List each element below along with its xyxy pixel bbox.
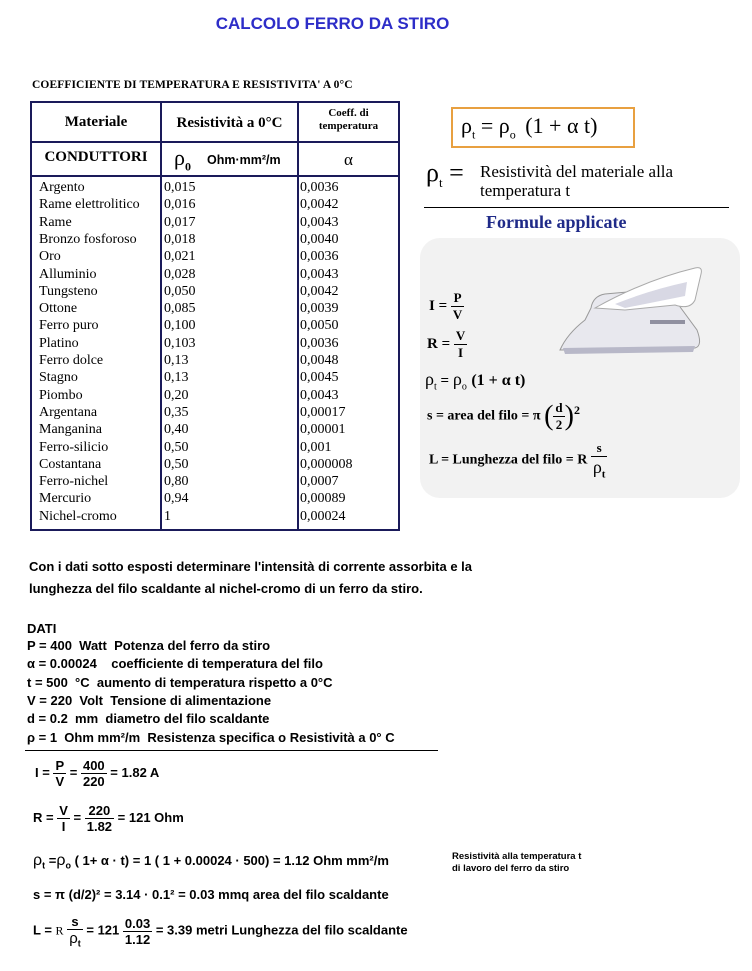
fraction (591, 440, 608, 481)
t-subscript: t (438, 175, 443, 191)
coefficient-cell: 0,0043 (300, 387, 339, 403)
rho-symbol: ρ (592, 457, 602, 477)
header-material: Materiale (64, 114, 128, 130)
fraction (553, 400, 564, 433)
formula-resistance (427, 328, 467, 361)
t-subscript: t (77, 938, 81, 949)
table-row (32, 231, 398, 248)
table-row (32, 490, 398, 507)
header-resistivity: Resistività a 0°C (176, 115, 283, 131)
equals-sign: = 121 (86, 922, 120, 938)
numerator: P (55, 758, 65, 773)
resistivity-table (30, 101, 400, 531)
table-divider (32, 141, 398, 143)
resistivity-cell: 0,017 (164, 214, 196, 230)
dati-line: t = 500 °C aumento di temperatura rispetto a 0°C (27, 674, 333, 690)
definition-line1: Resistività del materiale alla (480, 162, 674, 181)
rho-symbol: ρ (69, 930, 78, 947)
formula-resistivity: $\rho_t = \rho_o$ (1 + α t) (425, 369, 526, 393)
formula-rest: (1 + α t) (525, 113, 598, 138)
table-row (32, 404, 398, 421)
resistivity-cell: 0,085 (164, 301, 196, 317)
header-coefficient (299, 107, 398, 133)
table-row (32, 439, 398, 456)
r-symbol: R (55, 923, 64, 938)
calc-resistance (33, 803, 184, 834)
resistivity-cell: 0,103 (164, 335, 196, 351)
header-coefficient-line1: Coeff. di (328, 107, 369, 119)
denominator (67, 930, 83, 949)
definition-symbol (426, 158, 464, 191)
material-cell: Oro (39, 249, 61, 265)
rho-subscript: 0 (184, 159, 191, 174)
dati-line: d = 0.2 mm diametro del filo scaldante (27, 711, 270, 727)
o-subscript: o (65, 860, 71, 871)
numerator: 220 (85, 803, 114, 819)
iron-icon (555, 260, 705, 360)
definition-line2: temperatura t (480, 181, 571, 200)
rho-symbol: ρ (461, 113, 472, 138)
table-row (32, 421, 398, 438)
header-coefficient-line2: temperatura (318, 120, 379, 132)
numerator: s (67, 914, 83, 930)
numerator: V (59, 803, 68, 818)
fraction (123, 916, 152, 947)
calc-length (33, 914, 408, 949)
material-cell: Platino (39, 335, 79, 351)
rho-symbol: ρ (425, 369, 434, 389)
denominator: 2 (555, 417, 563, 432)
resistivity-cell: 0,80 (164, 474, 189, 490)
calc-area: s = π (d/2)² = 3.14 · 0.1² = 0.03 mmq area del filo scaldante (33, 887, 389, 902)
coefficient-cell: 0,0036 (300, 335, 339, 351)
dati-line: α = 0.00024 coefficiente di temperatura del filo (27, 656, 323, 672)
dati-divider (25, 750, 438, 751)
iron-image (555, 260, 705, 360)
fraction (454, 328, 467, 361)
t-subscript: t (42, 860, 46, 871)
dati-line: V = 220 Volt Tensione di alimentazione (27, 692, 272, 708)
numerator: d (555, 400, 563, 415)
calc-result: ( 1+ α · t) = 1 ( 1 + 0.00024 · 500) = 1.12 Ohm mm²/m (74, 853, 389, 868)
coefficient-cell: 0,0039 (300, 301, 339, 317)
fraction (67, 914, 83, 949)
table-row (32, 248, 398, 265)
intro-line1: Con i dati sotto esposti determinare l'intensità di corrente assorbita e la (29, 559, 473, 574)
fraction (81, 758, 107, 789)
coefficient-cell: 0,0042 (300, 283, 339, 299)
material-cell: Manganina (39, 422, 102, 438)
fraction (53, 758, 66, 789)
material-cell: Rame (39, 214, 72, 230)
formula-lhs: L = Lunghezza del filo = R (429, 452, 588, 468)
coefficient-cell: 0,0050 (300, 318, 339, 334)
material-cell: Ferro-silicio (39, 439, 109, 455)
material-cell: Argentana (39, 404, 98, 420)
coefficient-cell: 0,001 (300, 439, 332, 455)
resistivity-cell: 0,40 (164, 422, 189, 438)
material-cell: Ottone (39, 301, 78, 317)
numerator: 0.03 (124, 915, 151, 931)
formula-lhs: I = (429, 297, 448, 314)
resistivity-cell: 0,100 (164, 318, 196, 334)
group-label: CONDUTTORI (44, 149, 148, 165)
material-cell: Bronzo fosforoso (39, 231, 137, 247)
rho-symbol: ρ (174, 145, 185, 170)
coefficient-cell: 0,00024 (300, 508, 346, 524)
resistivity-cell: 0,018 (164, 231, 196, 247)
material-cell: Ferro dolce (39, 353, 104, 368)
material-cell: Mercurio (39, 491, 92, 507)
alpha-symbol: α (344, 150, 353, 169)
formula-lhs: s = area del filo = π (427, 408, 541, 424)
intro-text (29, 556, 472, 600)
formule-heading: Formule applicate (486, 212, 627, 232)
main-formula (461, 113, 597, 142)
page-title: CALCOLO FERRO DA STIRO (215, 14, 450, 33)
numerator: 400 (82, 758, 105, 773)
table-row (32, 196, 398, 213)
numerator: P (451, 290, 464, 307)
rho-symbol: ρ (33, 852, 43, 869)
equals-sign: = (449, 158, 464, 187)
o-subscript: o (461, 381, 467, 393)
coefficient-cell: 0,00001 (300, 422, 346, 438)
formula-length (429, 440, 607, 481)
coefficient-cell: 0,0048 (300, 353, 339, 368)
calc-result: = 1.82 A (110, 764, 160, 780)
formula-box (451, 107, 635, 148)
coefficient-cell: 0,0042 (300, 197, 339, 213)
coefficient-cell: 0,000008 (300, 456, 353, 472)
table-row (32, 387, 398, 404)
calc-lhs: L = (33, 922, 52, 938)
calc-resistivity: $\rho_t =\rho_o$ ( 1+ α · t) = 1 ( 1 + 0.00024 · 500) = 1.12 Ohm mm²/m (33, 852, 389, 871)
note-line1: Resistività alla temperatura t (452, 851, 582, 862)
table-row (32, 456, 398, 473)
dati-line: P = 400 Watt Potenza del ferro da stiro (27, 638, 271, 653)
material-cell: Ferro-nichel (39, 474, 109, 490)
resistivity-cell: 0,20 (164, 387, 189, 403)
denominator: I (458, 345, 464, 360)
coefficient-cell: 0,00017 (300, 404, 346, 420)
t-subscript: t (601, 468, 606, 481)
rho-symbol: ρ (56, 852, 66, 869)
formula-current (429, 290, 464, 323)
definition-text (480, 162, 673, 200)
calc-lhs: R = (33, 809, 54, 825)
material-cell: Ferro puro (39, 318, 99, 334)
denominator: I (61, 819, 66, 834)
open-paren: ( (544, 400, 554, 432)
denominator: 1.82 (86, 819, 113, 834)
exponent: 2 (573, 403, 580, 418)
material-cell: Piombo (39, 387, 83, 403)
table-row (32, 300, 398, 317)
table-row (32, 179, 398, 196)
numerator: V (455, 328, 466, 343)
coefficient-cell: 0,0043 (300, 214, 339, 230)
coefficient-cell: 0,0036 (300, 180, 339, 195)
denominator: 1.12 (124, 931, 151, 947)
denominator (591, 457, 608, 481)
table-row (32, 283, 398, 300)
formula-area (427, 400, 580, 433)
coefficient-cell: 0,0045 (300, 370, 339, 386)
rho-symbol: ρ (498, 113, 510, 138)
resistivity-cell: 0,35 (164, 404, 189, 420)
table-row (32, 352, 398, 369)
divider-line (424, 207, 729, 208)
note-line2: di lavoro del ferro da stiro (452, 863, 570, 874)
intro-line2: lunghezza del filo scaldante al nichel-cromo di un ferro da stiro. (29, 581, 423, 596)
coefficient-cell: 0,0043 (300, 266, 339, 282)
rho-symbol: ρ (452, 369, 462, 389)
equals-sign: = (73, 809, 82, 825)
table-row (32, 266, 398, 283)
calc-result: = 3.39 metri Lunghezza del filo scaldante (155, 922, 408, 938)
calc-current (35, 758, 159, 789)
o-subscript: o (509, 127, 516, 142)
table-row (32, 369, 398, 386)
material-cell: Rame elettrolitico (39, 197, 140, 213)
resistivity-cell: 0,13 (164, 353, 189, 368)
denominator: 220 (82, 774, 105, 789)
denominator: V (452, 307, 463, 322)
calc-lhs: I = (35, 764, 50, 780)
resistivity-cell: 0,015 (164, 180, 196, 195)
formula-lhs: R = (427, 335, 451, 352)
coefficient-cell: 0,00089 (300, 491, 346, 507)
table-row (32, 317, 398, 334)
denominator: V (55, 774, 65, 789)
t-subscript: t (433, 381, 437, 393)
table-row (32, 473, 398, 490)
material-cell: Tungsteno (39, 283, 98, 299)
coefficient-cell: 0,0007 (300, 474, 339, 490)
resistivity-cell: 0,50 (164, 456, 189, 472)
material-cell: Stagno (39, 370, 78, 386)
dati-line: ρ = 1 Ohm mm²/m Resistenza specifica o Resistività a 0° C (27, 729, 395, 745)
material-cell: Argento (39, 180, 85, 195)
rho-zero-symbol (174, 145, 191, 174)
table-row (32, 335, 398, 352)
table-caption: COEFFICIENTE DI TEMPERATURA E RESISTIVITA' A 0°C (32, 79, 353, 91)
fraction (85, 803, 114, 834)
rho-symbol: ρ (426, 158, 439, 187)
material-cell: Costantana (39, 456, 102, 472)
numerator: s (591, 440, 608, 457)
dati-heading: DATI (27, 621, 57, 636)
table-row (32, 214, 398, 231)
equals-sign: = (69, 764, 78, 780)
calc-result: = 121 Ohm (117, 809, 184, 825)
resistivity-cell: 0,016 (164, 197, 196, 213)
t-subscript: t (471, 127, 476, 142)
equals-sign: = (480, 113, 494, 138)
close-paren: ) (564, 400, 574, 432)
fraction (451, 290, 464, 323)
table-row (32, 508, 398, 525)
fraction (57, 803, 70, 834)
coefficient-cell: 0,0040 (300, 231, 339, 247)
resistivity-cell: 0,94 (164, 491, 189, 507)
resistivity-cell: 0,021 (164, 249, 196, 265)
table-divider (32, 175, 398, 177)
resistivity-cell: 0,50 (164, 439, 189, 455)
resistivity-cell: 1 (164, 508, 171, 524)
resistivity-cell: 0,13 (164, 370, 189, 386)
material-cell: Nichel-cromo (39, 508, 117, 524)
resistivity-cell: 0,050 (164, 283, 196, 299)
coefficient-cell: 0,0036 (300, 249, 339, 265)
calc-resistivity-note (452, 851, 581, 875)
unit-label: Ohm·mm²/m (207, 153, 281, 167)
material-cell: Alluminio (39, 266, 97, 282)
formula-rest: (1 + α t) (471, 372, 526, 389)
resistivity-cell: 0,028 (164, 266, 196, 282)
